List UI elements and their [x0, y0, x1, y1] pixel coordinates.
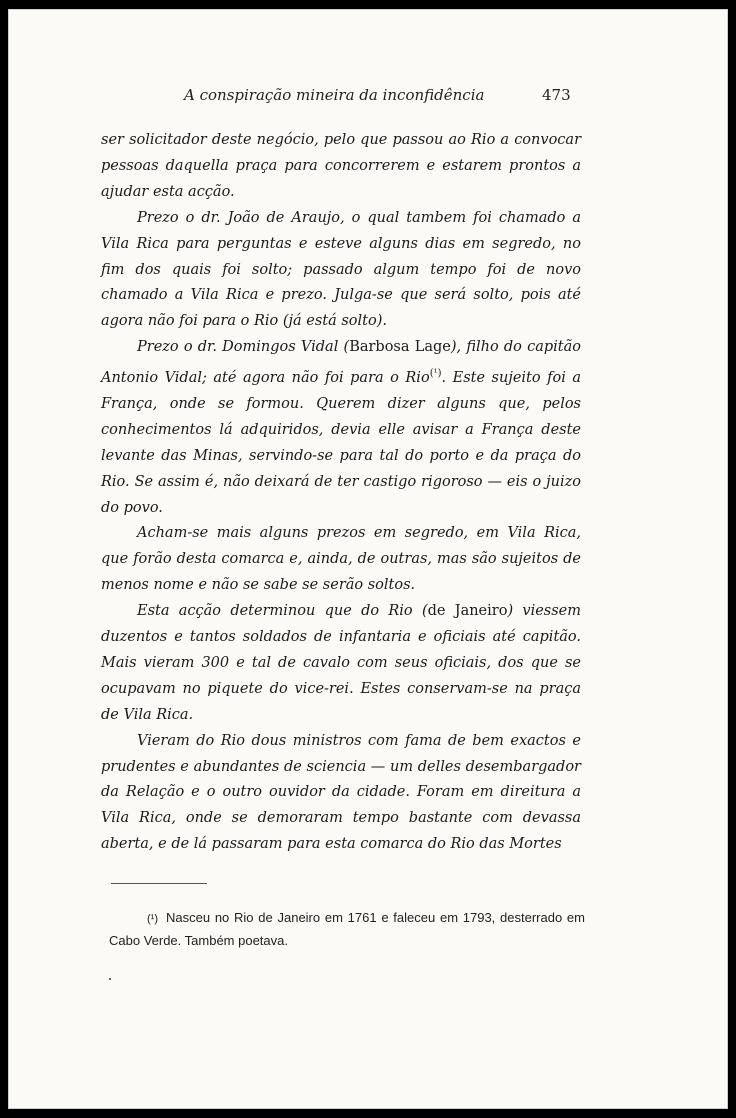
paragraph-3	[101, 335, 581, 521]
book-page	[8, 9, 728, 1109]
ink-speck	[109, 978, 111, 980]
paragraph-5-part-c: ) viessem duzentos e tantos soldados de infantaria e oficiais até capitão. Mais vieram 300 e tal de cavalo com seus oficiais, dos que se ocupavam no piquete do vice-rei. Estes conservam-se na praça de Vila Rica.	[101, 603, 581, 723]
paragraph-2: Prezo o dr. João de Araujo, o qual tambem foi chamado a Vila Rica para perguntas e esteve alguns dias em segredo, no fim dos quais foi solto; passado algum tempo foi de novo chamado a Vila Rica e prezo. Julga-se que será solto, pois até agora não foi para o Rio (já está solto).	[101, 209, 581, 330]
footnote	[109, 907, 585, 951]
paragraph-5	[101, 599, 581, 729]
paragraph-5-place: de Janeiro	[427, 603, 508, 620]
paragraph-3-part-d: . Este sujeito foi a França, onde se formou. Querem dizer alguns que, pelos conhecimentos lá adquiridos, devia elle avisar a França deste levante das Minas, servindo-se para tal do porto e da praça do Rio. Se assim é, não deixará de ter castigo rigoroso — eis o juizo do povo.	[101, 369, 581, 516]
footnote-rule	[111, 883, 207, 884]
footnote-mark: (¹)	[147, 913, 158, 925]
footnote-text: Nasceu no Rio de Janeiro em 1761 e faleceu em 1793, desterrado em Cabo Verde. Também poetava.	[109, 910, 585, 948]
paragraph-3-part-c: ), filho do capitão Antonio Vidal; até agora não foi para o Rio	[101, 339, 581, 386]
paragraph-3-name: Barbosa Lage	[349, 339, 451, 356]
paragraph-6: Vieram do Rio dous ministros com fama de bem exactos e prudentes e abundantes de sciencia — um delles desembargador da Relação e o outro ouvidor da cidade. Foram em direitura a Vila Rica, onde se demoraram tempo bastante com devassa aberta, e de lá passaram para esta comarca do Rio das Mortes	[101, 732, 581, 853]
page-number: 473	[542, 86, 571, 104]
paragraph-5-part-a: Esta acção determinou que do Rio (	[137, 603, 428, 620]
paragraph-3-part-a: Prezo o dr. Domingos Vidal (	[137, 339, 350, 356]
footnote-reference[interactable]: (¹)	[429, 368, 442, 380]
body-text	[101, 128, 581, 858]
paragraph-1: ser solicitador deste negócio, pelo que passou ao Rio a convocar pessoas daquella praça para concorrerem e estarem prontos a ajudar esta acção.	[101, 132, 581, 200]
paragraph-4: Acham-se mais alguns prezos em segredo, em Vila Rica, que forão desta comarca e, ainda, de outras, mas são sujeitos de menos nome e não se sabe se serão soltos.	[101, 525, 581, 594]
running-header	[9, 86, 729, 110]
chapter-title: A conspiração mineira da inconfidência	[184, 86, 485, 104]
